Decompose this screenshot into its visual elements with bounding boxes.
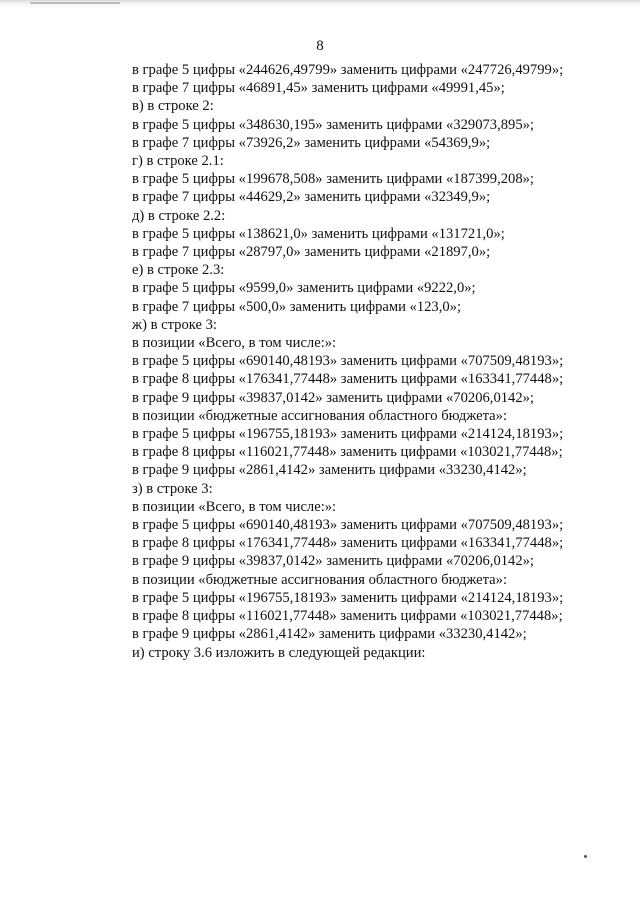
text-line: в графе 5 цифры «690140,48193» заменить цифрами «707509,48193»;: [132, 517, 564, 534]
text-line: в позиции «бюджетные ассигнования областного бюджета»:: [132, 407, 507, 424]
text-line: е) в строке 2.3:: [132, 262, 225, 279]
text-line: в графе 7 цифры «28797,0» заменить цифрами «21897,0»;: [132, 244, 491, 261]
text-line: в графе 9 цифры «2861,4142» заменить цифрами «33230,4142»;: [132, 626, 527, 643]
text-line: в графе 7 цифры «73926,2» заменить цифрами «54369,9»;: [132, 134, 491, 151]
scan-speck: [584, 855, 587, 858]
text-line: в позиции «бюджетные ассигнования областного бюджета»:: [132, 571, 507, 588]
text-line: д) в строке 2.2:: [132, 207, 226, 224]
amendment-text: [132, 61, 632, 662]
text-line: г) в строке 2.1:: [132, 153, 224, 170]
text-line: в графе 5 цифры «138621,0» заменить цифрами «131721,0»;: [132, 225, 505, 242]
text-line: в позиции «Всего, в том числе:»:: [132, 498, 337, 515]
text-line: в графе 8 цифры «176341,77448» заменить цифрами «163341,77448»;: [132, 371, 564, 388]
text-line: и) строку 3.6 изложить в следующей редакции:: [132, 644, 426, 661]
text-line: в) в строке 2:: [132, 98, 214, 115]
text-line: в графе 5 цифры «9599,0» заменить цифрами «9222,0»;: [132, 280, 476, 297]
text-line: в графе 5 цифры «196755,18193» заменить цифрами «214124,18193»;: [132, 589, 564, 606]
text-line: в графе 8 цифры «116021,77448» заменить цифрами «103021,77448»;: [132, 444, 563, 461]
text-line: в графе 5 цифры «690140,48193» заменить цифрами «707509,48193»;: [132, 353, 564, 370]
text-line: з) в строке 3:: [132, 480, 213, 497]
text-line: в графе 5 цифры «244626,49799» заменить цифрами «247726,49799»;: [132, 62, 564, 78]
scan-artifact: [30, 2, 120, 4]
text-line: в графе 8 цифры «176341,77448» заменить цифрами «163341,77448»;: [132, 535, 564, 552]
text-line: в графе 5 цифры «348630,195» заменить цифрами «329073,895»;: [132, 116, 534, 133]
text-line: в графе 5 цифры «196755,18193» заменить цифрами «214124,18193»;: [132, 426, 564, 443]
text-line: ж) в строке 3:: [132, 316, 217, 333]
text-line: в графе 9 цифры «39837,0142» заменить цифрами «70206,0142»;: [132, 389, 534, 406]
text-line: в графе 5 цифры «199678,508» заменить цифрами «187399,208»;: [132, 171, 534, 188]
text-line: в графе 9 цифры «2861,4142» заменить цифрами «33230,4142»;: [132, 462, 527, 479]
text-line: в графе 9 цифры «39837,0142» заменить цифрами «70206,0142»;: [132, 553, 534, 570]
text-line: в позиции «Всего, в том числе:»:: [132, 335, 337, 352]
text-line: в графе 7 цифры «44629,2» заменить цифрами «32349,9»;: [132, 189, 491, 206]
text-line: в графе 7 цифры «46891,45» заменить цифрами «49991,45»;: [132, 80, 505, 97]
page-number: 8: [316, 38, 324, 54]
text-line: в графе 7 цифры «500,0» заменить цифрами «123,0»;: [132, 298, 462, 315]
text-line: в графе 8 цифры «116021,77448» заменить цифрами «103021,77448»;: [132, 608, 563, 625]
